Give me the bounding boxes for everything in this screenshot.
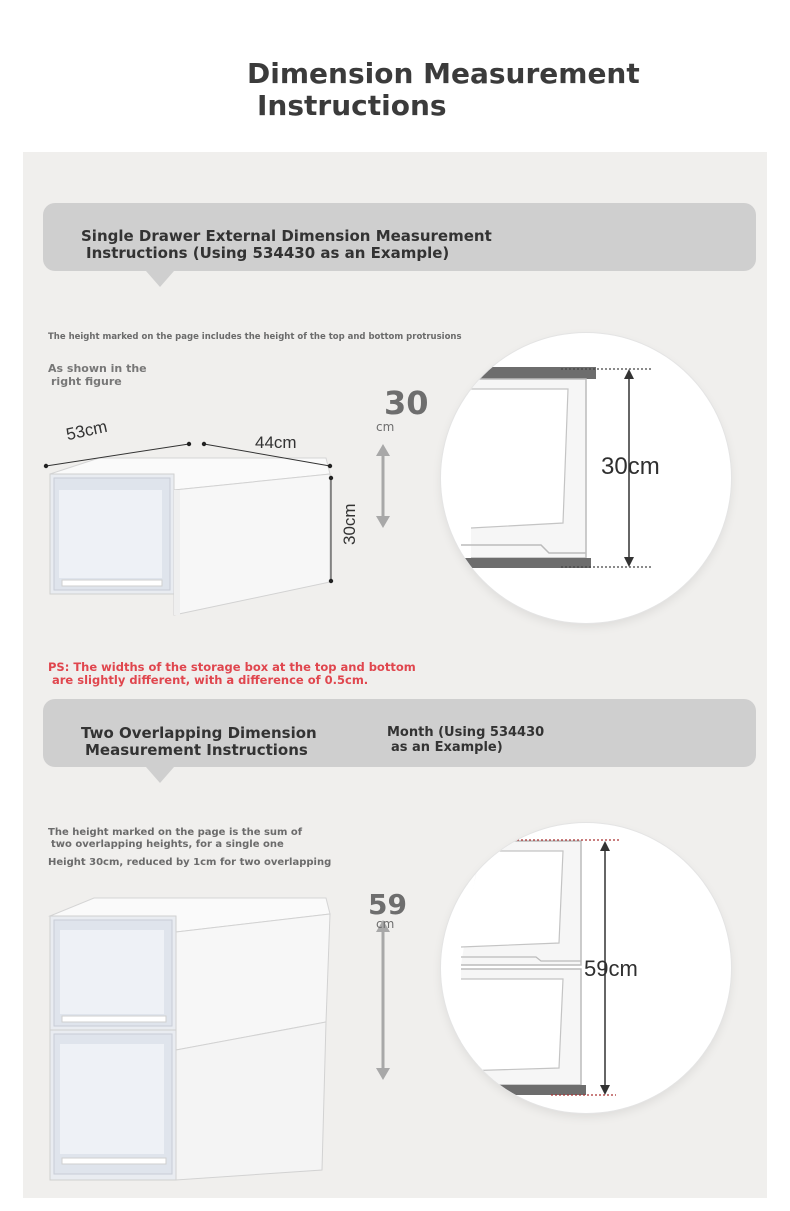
section2-banner-left-line-1: Two Overlapping Dimension [81,724,317,742]
depth-label: 44cm [255,433,297,452]
section2-note-line-1: The height marked on the page is the sum of [48,827,303,838]
zoom-height-label: 30cm [601,453,660,480]
section2-banner-right-line-2: as an Example) [391,740,503,755]
section1-banner-line-1: Single Drawer External Dimension Measurement [81,227,492,245]
ps-line-1: PS: The widths of the storage box at the top and bottom [48,660,416,674]
zoom-stack-label: 59cm [584,956,638,981]
big-height-number: 30 [384,384,429,422]
section1-note: The height marked on the page includes the height of the top and bottom protrusions [48,332,462,342]
ps-line-2: are slightly different, with a difference of 0.5cm. [52,673,369,687]
big-height-unit: cm [376,420,395,434]
big-stack-number: 59 [368,888,407,921]
section2-note-line-3: Height 30cm, reduced by 1cm for two overlapping [48,857,332,868]
big-stack-unit: cm [376,917,395,931]
section1-caption-line-2: right figure [51,375,122,388]
section2-banner-left-line-2: Measurement Instructions [85,741,308,759]
section2-banner-right-line-1: Month (Using 534430 [387,725,545,740]
title-line-2: Instructions [257,89,447,122]
zoom-circle-stacked [441,823,731,1113]
section1-banner-line-2: Instructions (Using 534430 as an Example) [86,244,450,262]
section2-note-line-2: two overlapping heights, for a single one [51,839,284,850]
section1-caption-line-1: As shown in the [48,362,147,375]
height-label: 30cm [340,503,359,545]
title-line-1: Dimension Measurement [247,57,640,90]
width-label: 53cm [64,416,109,445]
